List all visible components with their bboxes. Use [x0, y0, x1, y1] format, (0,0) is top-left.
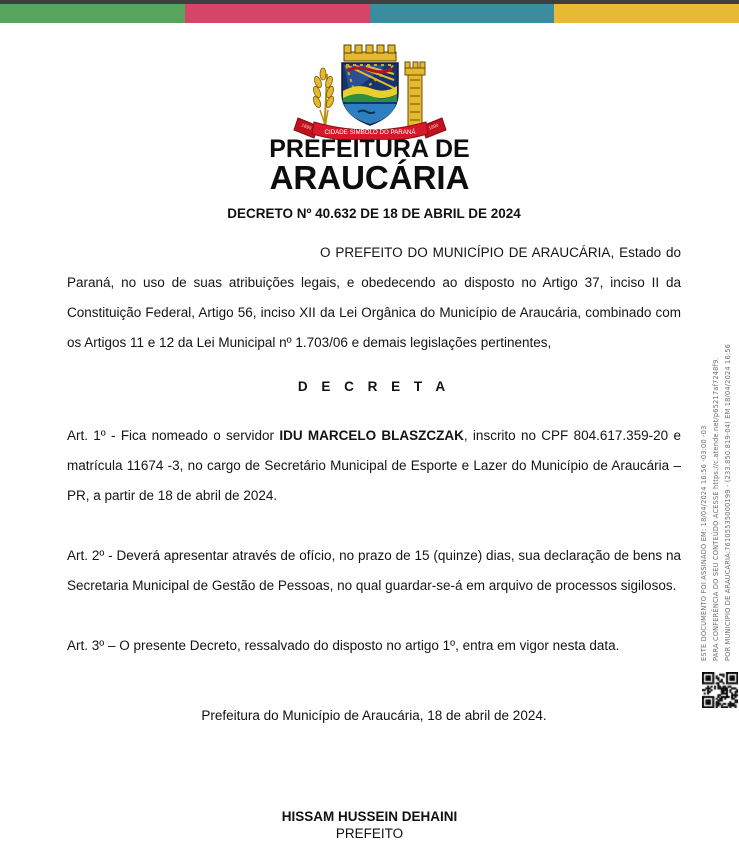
color-segment-teal — [370, 4, 555, 23]
signing-strip-line-1: ESTE DOCUMENTO FOI ASSINADO EM: 18/04/2024 16:56 -03:00 -03 — [700, 425, 708, 661]
signing-strip-line-3: POR MUNICIPIO DE ARAUCARIA:76105535000199 - (233.850.819-04) EM 18/04/2024 16:56 — [724, 343, 732, 661]
article-3: Art. 3º – O presente Decreto, ressalvado do disposto no artigo 1º, entra em vigor nesta data. — [67, 638, 620, 653]
decreta-heading: D E C R E T A — [297, 379, 451, 394]
top-color-bar — [0, 0, 739, 23]
crest-ribbon-text: CIDADE SÍMBOLO DO PARANÁ — [324, 129, 415, 136]
signer-role: PREFEITO — [335, 826, 404, 841]
crest-year-left: 1890 — [300, 122, 312, 131]
coat-of-arms-icon — [286, 44, 454, 140]
crest-year-right: 1990 — [427, 122, 439, 131]
decree-title: DECRETO Nº 40.632 DE 18 DE ABRIL DE 2024 — [227, 206, 521, 221]
signing-strip-line-2: PARA CONFERÊNCIA DO SEU CONTEÚDO ACESSE https://c.atende.net/p65217af7248f9. — [712, 357, 720, 661]
place-date-line: Prefeitura do Município de Araucária, 18 de abril de 2024. — [201, 708, 547, 723]
org-wordmark — [0, 136, 739, 194]
org-name-line1: PREFEITURA DE — [269, 135, 470, 163]
article-1 — [67, 421, 681, 511]
color-segment-green — [0, 4, 185, 23]
coat-of-arms — [0, 44, 739, 145]
article-1-prefix: Art. 1º - Fica nomeado o servidor — [67, 428, 280, 443]
article-1-suffix: , inscrito no CPF 804.617.359-20 e matrícula 11674 -3, no cargo de Secretário Municipal de Esporte e Lazer do Município de Araucária – PR, a partir de 18 de abril de 2024. — [67, 428, 681, 503]
color-segment-yellow — [554, 4, 739, 23]
qr-code — [702, 672, 738, 708]
document-body — [67, 198, 681, 723]
color-segment-pink — [185, 4, 370, 23]
article-2: Art. 2º - Deverá apresentar através de ofício, no prazo de 15 (quinze) dias, sua declaração de bens na Secretaria Municipal de Gestão de Pessoas, no qual guardar-se-á em arquivo de processos sigilosos. — [67, 548, 681, 593]
org-name-line2: ARAUCÁRIA — [269, 159, 470, 196]
signer-name: HISSAM HUSSEIN DEHAINI — [281, 809, 458, 824]
signature-block — [0, 808, 739, 842]
preamble-paragraph: O PREFEITO DO MUNICÍPIO DE ARAUCÁRIA, Estado do Paraná, no uso de suas atribuições legais, e obedecendo ao disposto no Artigo 37, inciso II da Constituição Federal, Artigo 56, inciso XII da Lei Orgânica do Município de Araucária, combinado com os Artigos 11 e 12 da Lei Municipal nº 1.703/06 e demais legislações pertinentes, — [67, 245, 681, 350]
appointee-name: IDU MARCELO BLASZCZAK — [279, 428, 464, 443]
